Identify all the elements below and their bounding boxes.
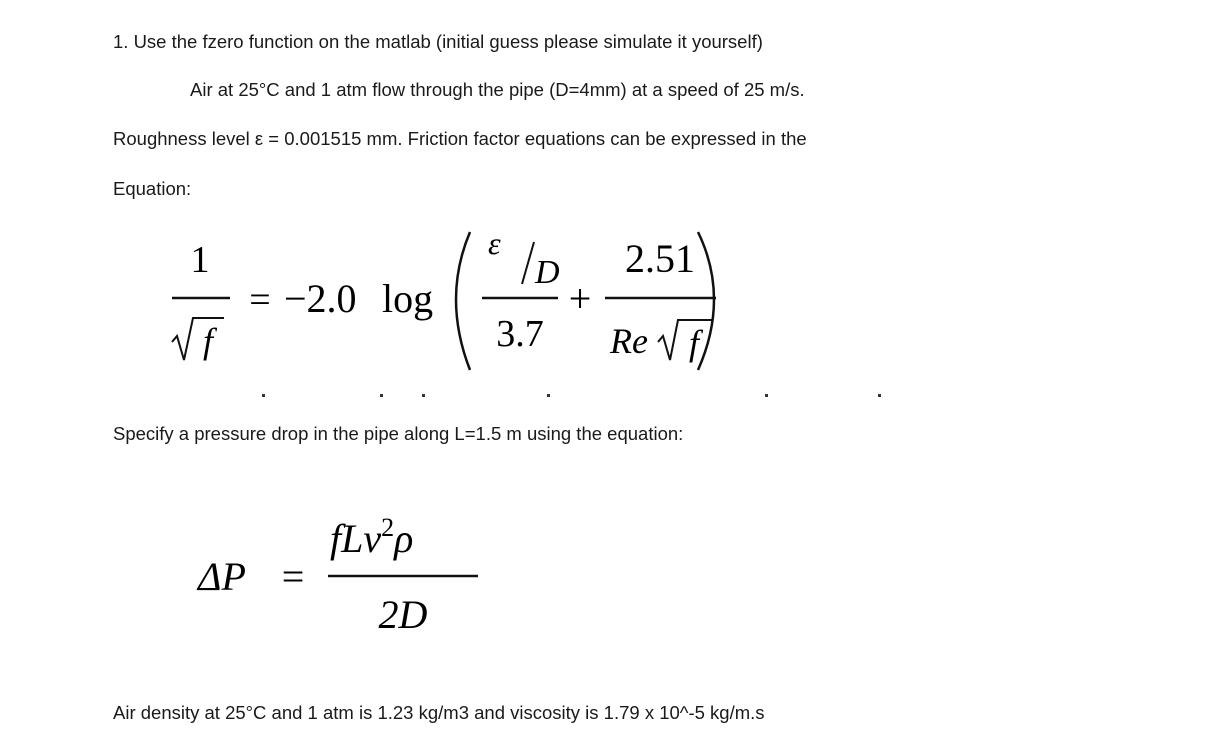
colebrook-equation	[160, 220, 720, 380]
left-parenthesis	[456, 232, 470, 370]
problem-statement-line-3: Roughness level ε = 0.001515 mm. Friction factor equations can be expressed in the	[113, 128, 807, 149]
term1-D: D	[535, 254, 560, 291]
numerator-flv: fLv	[330, 516, 382, 561]
equation-label: Equation:	[113, 178, 192, 199]
problem-statement-line-2: Air at 25°C and 1 atm flow through the pipe (D=4mm) at a speed of 25 m/s.	[190, 79, 805, 100]
rho: ρ	[394, 516, 414, 561]
air-properties-note: Air density at 25°C and 1 atm is 1.23 kg/m3 and viscosity is 1.79 x 10^-5 kg/m.s	[113, 702, 765, 723]
scan-artifact-dots	[120, 385, 890, 405]
term2-f: f	[688, 323, 700, 363]
term2-Re: Re	[610, 321, 648, 361]
term1-epsilon: ε	[488, 225, 501, 261]
exponent: 2	[381, 513, 395, 542]
plus-sign: +	[568, 276, 592, 321]
equals-sign-2: =	[281, 554, 305, 599]
term1-slash	[522, 242, 534, 284]
equals-sign: =	[249, 279, 271, 321]
pressure-drop-instruction: Specify a pressure drop in the pipe along L=1.5 m using the equation:	[113, 423, 684, 444]
delta-p: ΔP	[198, 554, 246, 599]
numerator	[330, 513, 413, 561]
term1-denominator: 3.7	[496, 313, 544, 355]
denominator: 2D	[378, 592, 428, 637]
problem-statement-line-1: 1. Use the fzero function on the matlab (initial guess please simulate it yourself)	[113, 31, 763, 52]
pressure-drop-equation	[190, 500, 490, 645]
lhs-sqrt-sign	[172, 318, 224, 360]
log-function: log	[382, 276, 434, 321]
lhs-denominator-f: f	[202, 321, 214, 361]
coefficient: −2.0	[284, 276, 357, 321]
lhs-numerator: 1	[190, 239, 210, 281]
term2-numerator: 2.51	[625, 236, 695, 281]
right-parenthesis	[698, 232, 714, 370]
